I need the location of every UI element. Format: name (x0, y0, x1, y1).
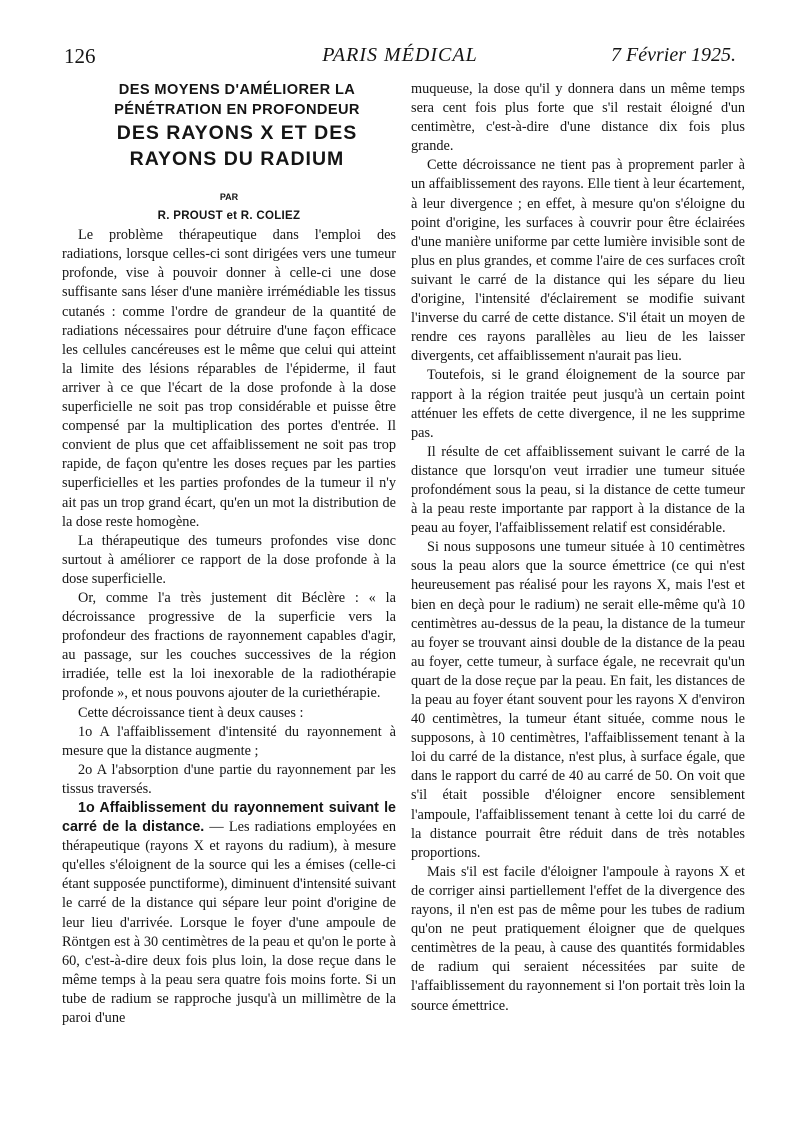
paragraph: Cette décroissance ne tient pas à proprement parler à un affaiblissement des rayons. Elle tient à leur écartement, à leur divergence ; en effet, à mesure qu'on s'éloigne du point d'origine, les surfaces à couvrir pour être éclairées d'une manière uniforme par cette lumière invisible sont de plus en plus grandes, et comme l'aire de ces surfaces croît suivant le carré de la distance qui les sépare du lieu d'origine, l'intensité d'éclairement se modifie suivant l'inverse du carré de cette distance. S'il était un moyen de rendre ces rayons parallèles au lieu de les laisser divergents, cet affaiblissement n'aurait pas lieu. (411, 157, 746, 365)
paragraph: 1o A l'affaiblissement d'intensité du rayonnement à mesure que la distance augmente ; (62, 723, 396, 759)
running-head (64, 44, 736, 72)
paragraph (62, 799, 396, 1028)
paragraph: La thérapeutique des tumeurs profondes vise donc surtout à améliorer ce rapport de la dose profonde à la dose superficielle. (62, 532, 396, 587)
paragraph: Or, comme l'a très justement dit Béclère : « la décroissance progressive de la superficie vers la profondeur des fractions de rayonnement capables d'agir, au passage, sur les couches successives de la région irradiée, telle est la loi inexorable de la radiothérapie profonde », et nous pouvons ajouter de la curiethérapie. (62, 589, 396, 702)
paragraph: Le problème thérapeutique dans l'emploi des radiations, lorsque celles-ci sont dirigées vers une tumeur profonde, vise à pouvoir donner à celle-ci une dose suffisante sans léser d'une manière irrémédiable les tissus cutanés : comme l'ordre de grandeur de la quantité de radiations nécessaires pour détruire d'une façon efficace les cellules cancéreuses est le même que celui qui atteint la limite des lésions réparables de l'épiderme, il faut arriver à ce que l'écart de la dose profonde à la dose superficielle ne soit pas trop considérable et puisse être compensé par la multiplication des portes d'entrée. Il convient de plus que cet affaiblissement ne soit pas trop rapide, de façon qu'entre les doses reçues par les parties superficielles et les parties profondes de la tumeur il n'y ait pas un trop grand écart, qu'en un mot la distribution de la dose reste homogène. (62, 227, 396, 530)
authors: R. PROUST et R. COLIEZ (157, 210, 301, 223)
paragraph: 2o A l'absorption d'une partie du rayonnement par les tissus traversés. (62, 761, 396, 797)
paragraph: Mais s'il est facile d'éloigner l'ampoule à rayons X et de corriger ainsi partiellement l'effet de la divergence des rayons, il n'en est pas de même pour les tubes de radium qu'on ne peut pratiquement éloigner que de quelques centimètres de la peau, à cause des quantités formidables de radium qui seraient nécessitées par suite de l'affaiblissement du rayonnement si l'on portait très loin la source émettrice. (411, 863, 745, 1014)
title-line-4: RAYONS DU RADIUM (129, 148, 345, 170)
issue-date: 7 Février 1925. (611, 44, 736, 66)
journal-title: PARIS MÉDICAL (322, 44, 478, 66)
page-number: 126 (64, 44, 96, 68)
section-heading: 1o Affaiblissement du rayonnement suivant le carré de la distance. (62, 800, 396, 836)
title-line-1: DES MOYENS D'AMÉLIORER LA (118, 82, 356, 98)
paragraph: Cette décroissance tient à deux causes : (78, 704, 304, 721)
paragraph-continued: muqueuse, la dose qu'il y donnera dans un même temps sera cent fois plus forte que s'il restait éloigné d'un centimètre, c'est-à-dire d'une distance dix fois plus grande. (411, 81, 745, 155)
byline-par: PAR (219, 192, 239, 202)
article-title (62, 80, 396, 172)
title-line-3: DES RAYONS X ET DES (116, 122, 358, 144)
paragraph: Il résulte de cet affaiblissement suivant le carré de la distance que lorsqu'on veut irradier une tumeur située profondément sous la peau, si la distance de cette tumeur à la peau reste importante par rapport à la distance de la peau au foyer, l'affaiblissement relatif est considérable. (411, 443, 745, 537)
left-column (62, 80, 396, 1028)
section-body: — Les radiations employées en thérapeutique (rayons X et rayons du radium), à mesure qu'elles s'éloignent de la source qui les a émises (celle-ci étant supposée punctiforme), diminuent d'intensité suivant le carré de la distance qui sépare leur point d'origine de leur lieu d'arrivée. Lorsque le foyer d'une ampoule de Röntgen est à 30 centimètres de la peau et qu'on le porte à 60, c'est-à-dire deux fois plus loin, la dose reçue dans le même temps à la peau sera quatre fois moins forte. Si un tube de radium se rapproche jusqu'à un millimètre de la paroi d'une (62, 819, 397, 1027)
paragraph: Si nous supposons une tumeur située à 10 centimètres sous la peau alors que la source émettrice (ce qui n'est heureusement pas réalisé pour les rayons X, mais l'est et bien en deçà pour le radium) ne serait elle-même qu'à 10 centimètres au-dessus de la peau, la distance de la tumeur au foyer se trouvant ainsi double de la distance de la peau au foyer, cette tumeur, à surface égale, ne recevrait qu'un quart de la dose reçue par la peau. En fait, les distances de la peau au foyer étant souvent pour les rayons X d'environ 40 centimètres, la tumeur étant située, comme nous le supposons, à 10 centimètres, l'affaiblissement tenant à la loi du carré de la distance, n'est plus, à surface égale, que dans le rapport du carré de 40 au carré de 50. On voit que s'il était possible d'éloigner encore sensiblement l'ampoule, l'affaiblissement tenant à cette loi du carré de la distance pourrait être réduit dans de très notables proportions. (411, 539, 745, 861)
right-column (411, 80, 745, 1016)
paragraph: Toutefois, si le grand éloignement de la source par rapport à la région traitée peut jusqu'à un certain point atténuer les effets de cette divergence, il ne les supprime pas. (411, 367, 745, 441)
title-line-2: PÉNÉTRATION EN PROFONDEUR (114, 102, 360, 118)
